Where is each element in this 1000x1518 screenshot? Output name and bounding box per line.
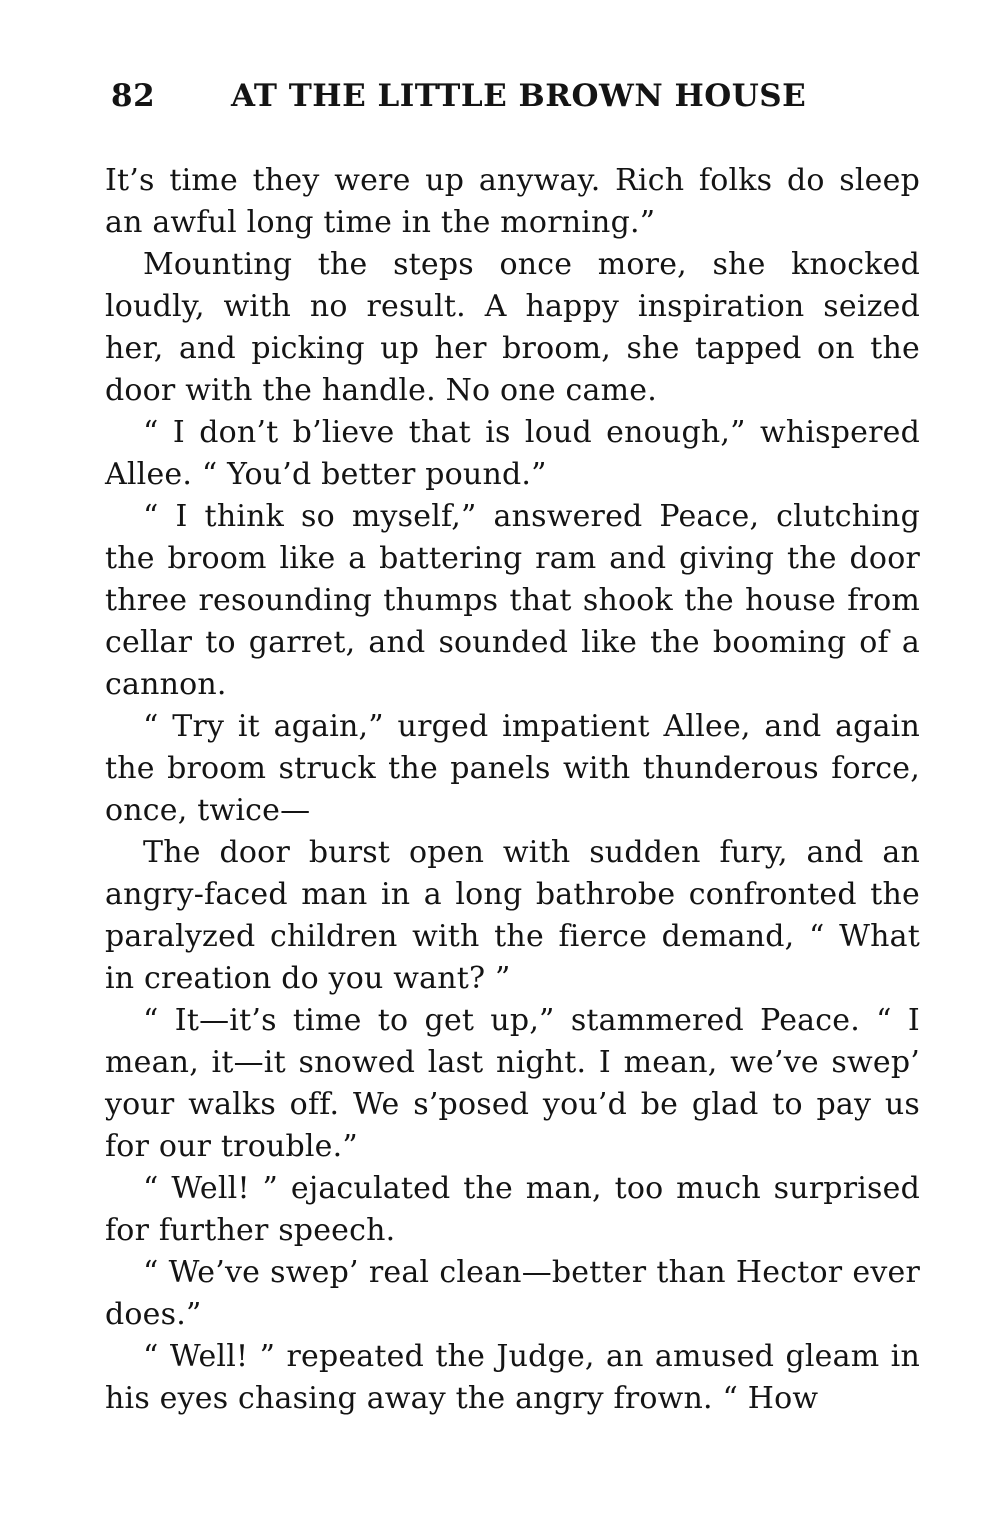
paragraph: “ I think so myself,” answered Peace, clutching the broom like a battering ram and giving the door three resounding thumps that shook the house from cellar to garret, and sounded like the booming of a cannon. xyxy=(105,499,920,702)
paragraph: “ We’ve swep’ real clean—better than Hector ever does.” xyxy=(105,1255,920,1332)
paragraph: “ I don’t b’lieve that is loud enough,” whispered Allee. “ You’d better pound.” xyxy=(105,415,920,492)
page-header xyxy=(105,78,920,130)
paragraph: “ It—it’s time to get up,” stammered Peace. “ I mean, it—it snowed last night. I mean, we’ve swep’ your walks off. We s’posed you’d be glad to pay us for our trouble.” xyxy=(105,1003,920,1164)
paragraph: “ Try it again,” urged impatient Allee, and again the broom struck the panels with thunderous force, once, twice— xyxy=(105,709,920,828)
body-text xyxy=(105,160,920,1420)
book-page xyxy=(105,78,920,1420)
running-title: AT THE LITTLE BROWN HOUSE xyxy=(231,78,807,114)
paragraph: “ Well! ” repeated the Judge, an amused gleam in his eyes chasing away the angry frown. “ How xyxy=(105,1339,920,1416)
paragraph: “ Well! ” ejaculated the man, too much surprised for further speech. xyxy=(105,1171,920,1248)
page-number: 82 xyxy=(111,78,156,114)
paragraph: The door burst open with sudden fury, and an angry-faced man in a long bathrobe confronted the paralyzed children with the fierce demand, “ What in creation do you want? ” xyxy=(105,835,920,996)
paragraph: Mounting the steps once more, she knocked loudly, with no result. A happy inspiration seized her, and picking up her broom, she tapped on the door with the handle. No one came. xyxy=(105,247,920,408)
paragraph: It’s time they were up anyway. Rich folks do sleep an awful long time in the morning.” xyxy=(105,163,920,240)
